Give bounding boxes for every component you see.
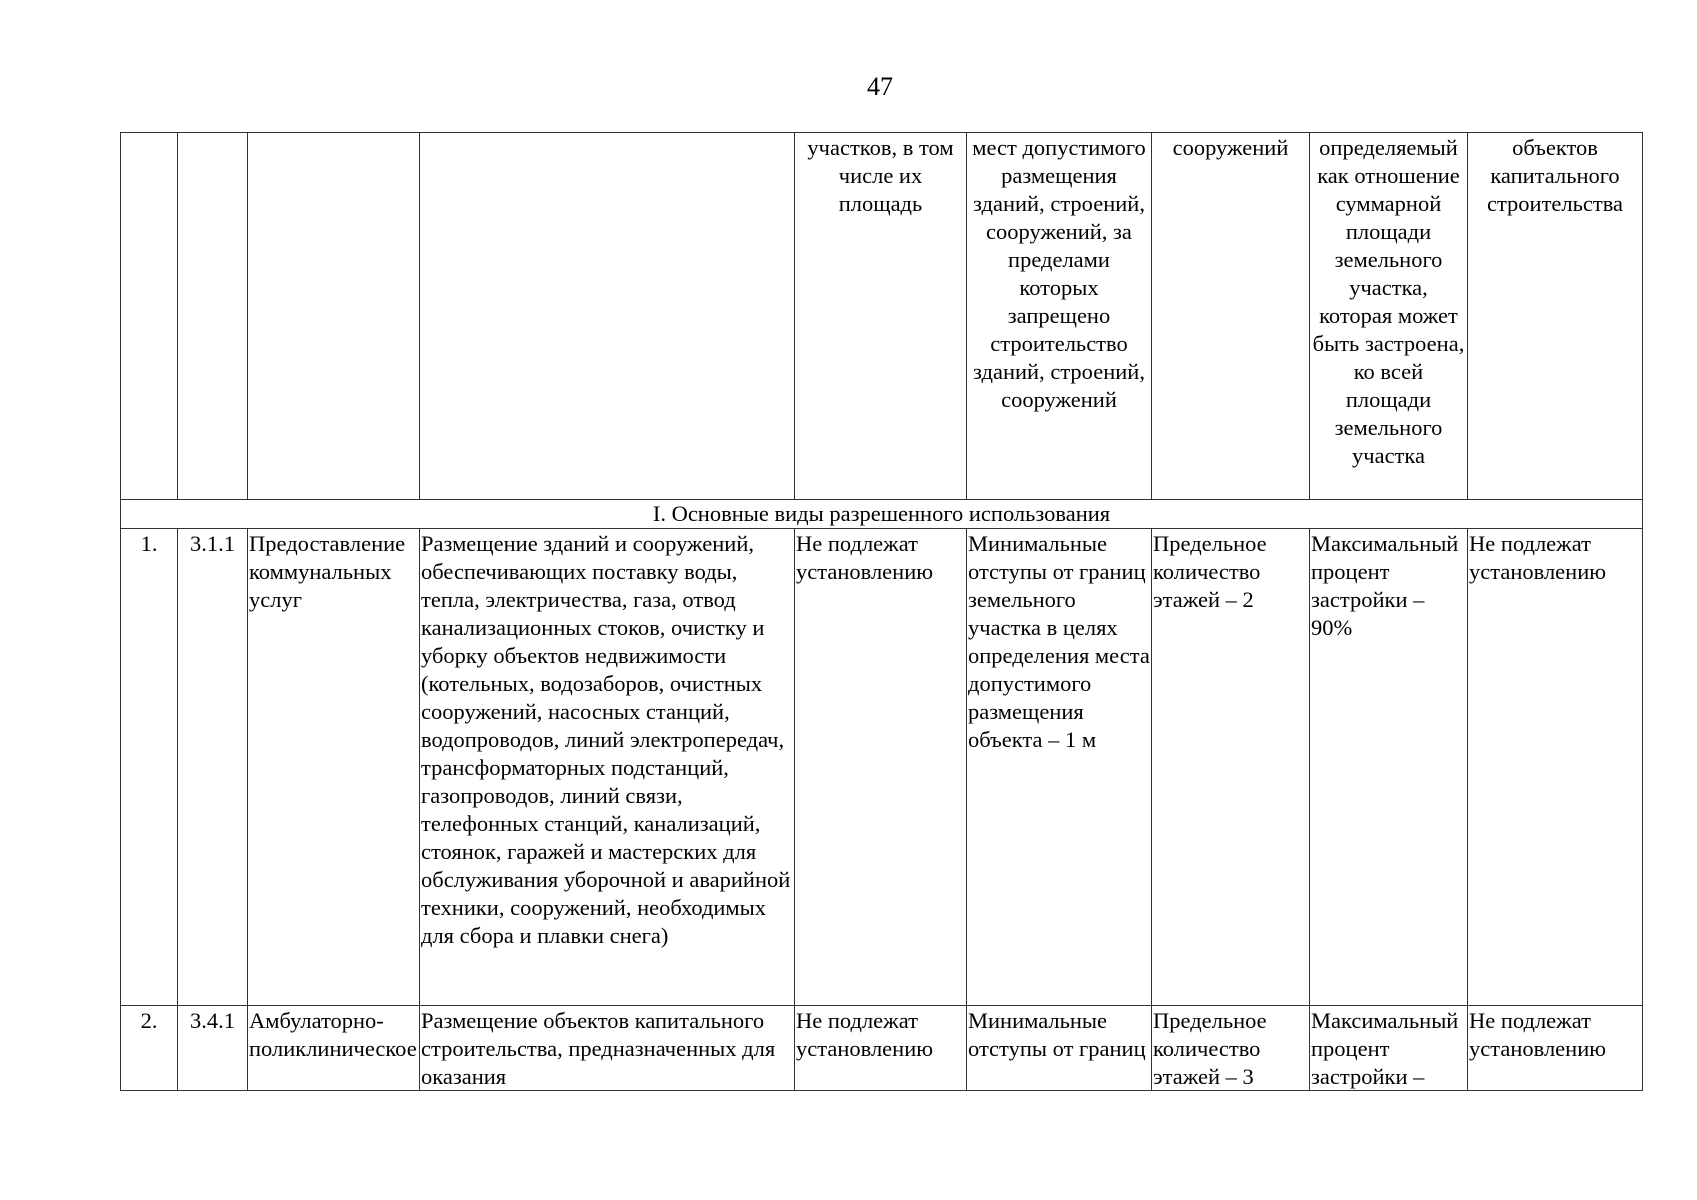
header-cell-coverage: определяемый как отношение суммарной площади земельного участка, которая может быть застроена, ко всей площади земельного участка [1310, 133, 1468, 500]
page-number: 47 [867, 72, 893, 101]
table-row [121, 1006, 1643, 1091]
header-cell-name [248, 133, 420, 500]
row-plot-size: Не подлежат установлению [795, 529, 967, 1006]
header-cell-setbacks: мест допустимого размещения зданий, строений, сооружений, за пределами которых запрещено строительство зданий, строений, сооружений [967, 133, 1152, 500]
row-name: Амбулаторно-поликлиническое [249, 1008, 417, 1061]
row-setbacks: Минимальные отступы от границ [968, 1008, 1146, 1061]
row-other: Не подлежат установлению [1468, 529, 1643, 1006]
header-cell-number [121, 133, 178, 500]
zoning-regulations-table [120, 132, 1643, 1091]
row-coverage: Максимальный процент застройки – 90% [1310, 529, 1468, 1006]
row-code: 3.4.1 [190, 1008, 235, 1033]
header-cell-floors: сооружений [1152, 133, 1310, 500]
row-floors: Предельное количество этажей – 3 [1153, 1008, 1267, 1089]
header-cell-plot-size: участков, в том числе их площадь [795, 133, 967, 500]
row-name: Предоставление коммунальных услуг [248, 529, 420, 1006]
header-cell-description [420, 133, 795, 500]
row-description: Размещение зданий и сооружений, обеспечивающих поставку воды, тепла, электричества, газа, отвод канализационных стоков, очистку и уборку объектов недвижимости (котельных, водозаборов, очистных сооружений, насосных станций, водопроводов, линий электропередач, трансформаторных подстанций, газопроводов, линий связи, телефонных станций, канализаций, стоянок, гаражей и мастерских для обслуживания уборочной и аварийной техники, сооружений, необходимых для сбора и плавки снега) [420, 529, 795, 1006]
row-coverage: Максимальный процент застройки – [1311, 1008, 1459, 1089]
row-plot-size: Не подлежат установлению [796, 1008, 934, 1061]
section-title-row [121, 500, 1643, 529]
row-setbacks: Минимальные отступы от границ земельного участка в целях определения места допустимого размещения объекта – 1 м [967, 529, 1152, 1006]
row-floors: Предельное количество этажей – 2 [1152, 529, 1310, 1006]
row-number: 1. [121, 529, 178, 1006]
row-description: Размещение объектов капитального строительства, предназначенных для оказания [421, 1008, 776, 1089]
row-code: 3.1.1 [178, 529, 248, 1006]
row-number: 2. [140, 1008, 158, 1033]
row-other: Не подлежат установлению [1469, 1008, 1607, 1061]
table-header-row [121, 133, 1643, 500]
header-cell-other: объектов капитального строительства [1468, 133, 1643, 500]
header-cell-code [178, 133, 248, 500]
section-title: I. Основные виды разрешенного использования [121, 500, 1643, 529]
table-row [121, 529, 1643, 1006]
